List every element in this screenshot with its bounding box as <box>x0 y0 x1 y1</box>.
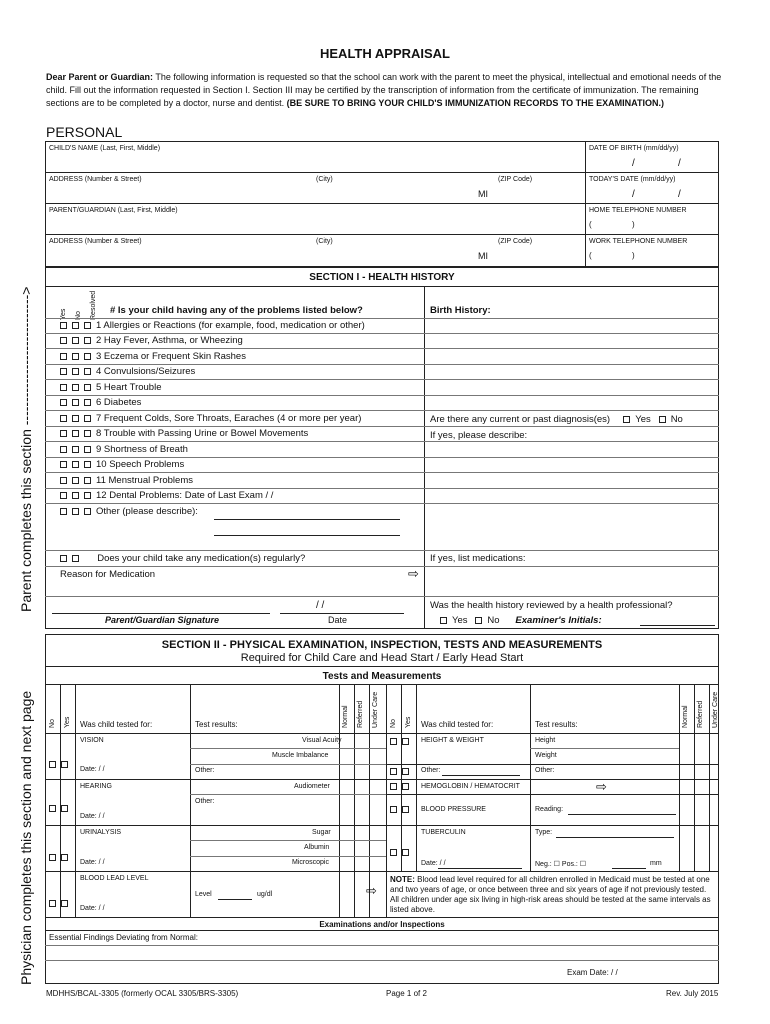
checkbox-no[interactable] <box>72 461 79 468</box>
problem-label: 6 Diabetes <box>96 397 142 408</box>
checkbox-resolved[interactable] <box>84 415 91 422</box>
checkbox-no[interactable] <box>72 415 79 422</box>
col-normal-right: Normal <box>682 705 689 728</box>
if-yes-describe: If yes, please describe: <box>430 430 528 441</box>
tuberculin-label: TUBERCULIN <box>421 829 466 836</box>
checkbox-resolved[interactable] <box>84 492 91 499</box>
checkbox-yes[interactable] <box>60 322 67 329</box>
medication-yes-checkbox[interactable] <box>60 555 67 562</box>
section2-subheading: Required for Child Care and Head Start / Early Head Start <box>240 652 524 664</box>
hw-yes-checkbox[interactable] <box>402 738 409 745</box>
urinalysis-yes-checkbox[interactable] <box>61 854 68 861</box>
hearing-other-label: Other: <box>195 798 215 805</box>
reviewed-yes-label: Yes <box>452 615 468 626</box>
urinalysis-no-checkbox[interactable] <box>49 854 56 861</box>
intro-paragraph <box>46 71 726 110</box>
checkbox-resolved[interactable] <box>84 430 91 437</box>
page-number: Page 1 of 2 <box>386 989 427 998</box>
vision-checkboxes <box>49 756 73 774</box>
checkbox-no[interactable] <box>72 446 79 453</box>
exam-date-label: Exam Date: / / <box>567 968 618 977</box>
exams-heading: Examinations and/or Inspections <box>319 920 445 929</box>
reason-for-medication: Reason for Medication <box>60 569 156 580</box>
blood-lead-note <box>390 875 716 915</box>
problem-row <box>60 335 243 346</box>
hemoglobin-no-checkbox[interactable] <box>390 783 397 790</box>
hearing-label: HEARING <box>80 783 112 790</box>
col-yes: Yes <box>60 308 67 320</box>
zip-label: (ZIP Code) <box>498 176 533 183</box>
reviewed-question: Was the health history reviewed by a health professional? <box>430 600 673 611</box>
col-no: No <box>75 311 82 320</box>
hw-checkboxes <box>390 738 414 745</box>
checkbox-yes[interactable] <box>60 461 67 468</box>
col-referred: Referred <box>357 700 364 728</box>
problem-label: Other (please describe): <box>96 506 198 517</box>
arrow-right-icon: ⇨ <box>408 566 419 581</box>
signature-date-slashes: / / <box>316 600 325 611</box>
problem-row <box>60 475 193 486</box>
problem-label: 1 Allergies or Reactions (for example, food, medication or other) <box>96 320 365 331</box>
hearing-yes-checkbox[interactable] <box>61 805 68 812</box>
personal-heading: PERSONAL <box>46 124 123 140</box>
dob-label: DATE OF BIRTH (mm/dd/yy) <box>589 145 679 152</box>
problem-label: 9 Shortness of Breath <box>96 444 188 455</box>
arrow-right-icon: ⇨ <box>366 883 377 898</box>
weight-label: Weight <box>535 752 557 759</box>
city-label: (City) <box>316 176 333 183</box>
diagnosis-no-label: No <box>670 414 683 425</box>
checkbox-yes[interactable] <box>60 353 67 360</box>
checkbox-no[interactable] <box>72 477 79 484</box>
intro-bold: (BE SURE TO BRING YOUR CHILD'S IMMUNIZATION RECORDS TO THE EXAMINATION.) <box>286 98 664 108</box>
hearing-no-checkbox[interactable] <box>49 805 56 812</box>
intro-lead: Dear Parent or Guardian: <box>46 72 154 82</box>
checkbox-resolved[interactable] <box>84 477 91 484</box>
checkbox-no[interactable] <box>72 430 79 437</box>
problem-row <box>60 490 273 501</box>
reviewed-yes-checkbox[interactable] <box>440 617 447 624</box>
if-yes-list: If yes, list medications: <box>430 553 526 564</box>
checkbox-yes[interactable] <box>60 508 67 515</box>
problem-label: 12 Dental Problems: Date of Last Exam / / <box>96 490 274 501</box>
ugdl-label: ug/dl <box>257 891 273 898</box>
checkbox-yes[interactable] <box>60 384 67 391</box>
urinalysis-checkboxes <box>49 849 73 867</box>
problem-label: 2 Hay Fever, Asthma, or Wheezing <box>96 335 243 346</box>
note-body: Blood lead level required for all children enrolled in Medicaid must be tested at one and two years of age, or once between three and six years of age if not previously tested. All children under age six living in high-risk areas should be tested at the same intervals as listed above. <box>390 875 711 914</box>
diagnosis-yes-label: Yes <box>635 414 651 425</box>
col-results: Test results: <box>195 720 238 729</box>
col-tested-right: Was child tested for: <box>421 720 494 729</box>
blood-lead-label: BLOOD LEAD LEVEL <box>80 875 149 882</box>
height-label: Height <box>535 737 556 744</box>
vision-yes-checkbox[interactable] <box>61 761 68 768</box>
problem-label: 10 Speech Problems <box>96 459 185 470</box>
blood-lead-no-checkbox[interactable] <box>49 900 56 907</box>
vision-no-checkbox[interactable] <box>49 761 56 768</box>
problem-row <box>60 506 198 517</box>
urinalysis-label: URINALYSIS <box>80 829 122 836</box>
problem-row <box>60 397 141 408</box>
medication-no-checkbox[interactable] <box>72 555 79 562</box>
col-no: No <box>49 719 56 728</box>
checkbox-yes[interactable] <box>60 430 67 437</box>
hemoglobin-yes-checkbox[interactable] <box>402 783 409 790</box>
home-phone-paren-open: ( <box>589 220 592 229</box>
signature-date-label: Date <box>328 615 348 625</box>
problem-row <box>60 428 308 439</box>
checkbox-yes[interactable] <box>60 477 67 484</box>
birth-history-label: Birth History: <box>430 305 491 316</box>
problem-label: 8 Trouble with Passing Urine or Bowel Movements <box>96 428 309 439</box>
col-resolved: Resolved <box>90 290 97 320</box>
parent-signature-label: Parent/Guardian Signature <box>105 615 220 625</box>
checkbox-no[interactable] <box>72 508 79 515</box>
hemoglobin-checkboxes <box>390 783 414 790</box>
bp-yes-checkbox[interactable] <box>402 806 409 813</box>
col-yes-right: Yes <box>405 716 412 728</box>
neg-pos: Neg.: ☐ Pos.: ☐ <box>535 861 587 868</box>
other-checkboxes <box>390 768 414 775</box>
diagnosis-no-checkbox[interactable] <box>659 416 666 423</box>
reviewed-options <box>440 615 602 626</box>
reviewed-no-checkbox[interactable] <box>475 617 482 624</box>
checkbox-resolved[interactable] <box>84 368 91 375</box>
vision-date: Date: / / <box>80 766 105 773</box>
other-result-label: Other: <box>535 767 555 774</box>
page-title: HEALTH APPRAISAL <box>320 46 450 61</box>
hw-no-checkbox[interactable] <box>390 738 397 745</box>
urinalysis-date: Date: / / <box>80 859 105 866</box>
diagnosis-yes-checkbox[interactable] <box>623 416 630 423</box>
checkbox-no[interactable] <box>72 492 79 499</box>
checkbox-resolved[interactable] <box>84 446 91 453</box>
hearing-date: Date: / / <box>80 813 105 820</box>
problem-row <box>60 459 184 470</box>
problem-label: 4 Convulsions/Seizures <box>96 366 196 377</box>
child-name-field[interactable] <box>49 154 579 170</box>
checkbox-no[interactable] <box>72 368 79 375</box>
checkbox-yes[interactable] <box>60 399 67 406</box>
other-test-label: Other: <box>421 767 441 774</box>
checkbox-yes[interactable] <box>60 446 67 453</box>
checkbox-yes[interactable] <box>60 492 67 499</box>
work-phone-label: WORK TELEPHONE NUMBER <box>589 238 688 245</box>
tb-date: Date: / / <box>421 860 446 867</box>
checkbox-resolved[interactable] <box>84 399 91 406</box>
medication-label: Does your child take any medication(s) regularly? <box>97 553 306 564</box>
section1-heading: SECTION I - HEALTH HISTORY <box>309 272 455 283</box>
dob-slash-1: / <box>632 158 635 169</box>
blood-lead-date: Date: / / <box>80 905 105 912</box>
problem-row <box>60 366 195 377</box>
problem-label: 11 Menstrual Problems <box>96 475 193 486</box>
address-label: ADDRESS (Number & Street) <box>49 176 142 183</box>
other-no-checkbox[interactable] <box>390 768 397 775</box>
state2-mi: MI <box>478 251 488 261</box>
checkbox-resolved[interactable] <box>84 508 91 515</box>
blood-lead-checkboxes <box>49 895 73 913</box>
tb-yes-checkbox[interactable] <box>402 849 409 856</box>
side-label-parent: Parent completes this section ----------------------------> <box>18 286 34 612</box>
checkbox-yes[interactable] <box>60 368 67 375</box>
other-yes-checkbox[interactable] <box>402 768 409 775</box>
hemoglobin-label: HEMOGLOBIN / HEMATOCRIT <box>421 783 520 790</box>
problem-row <box>60 444 188 455</box>
diagnosis-label: Are there any current or past diagnosis(es) <box>430 414 611 425</box>
work-phone-paren-open: ( <box>589 251 592 260</box>
checkbox-resolved[interactable] <box>84 353 91 360</box>
sugar-label: Sugar <box>312 829 331 836</box>
problems-question: # Is your child having any of the problems listed below? <box>110 305 363 316</box>
dob-slash-2: / <box>678 158 681 169</box>
medication-question <box>60 553 305 564</box>
address2-label: ADDRESS (Number & Street) <box>49 238 142 245</box>
checkbox-resolved[interactable] <box>84 337 91 344</box>
checkbox-resolved[interactable] <box>84 322 91 329</box>
checkbox-resolved[interactable] <box>84 461 91 468</box>
col-results-right: Test results: <box>535 720 578 729</box>
vision-other-label: Other: <box>195 767 215 774</box>
type-label: Type: <box>535 829 553 836</box>
col-under-care: Under Care <box>372 691 379 728</box>
parent-name-label: PARENT/GUARDIAN (Last, First, Middle) <box>49 207 178 214</box>
child-name-label: CHILD'S NAME (Last, First, Middle) <box>49 145 161 152</box>
diagnosis-question <box>430 414 683 425</box>
vision-label: VISION <box>80 737 104 744</box>
checkbox-no[interactable] <box>72 337 79 344</box>
today-slash-2: / <box>678 189 681 200</box>
problem-row <box>60 382 161 393</box>
reading-label: Reading: <box>535 806 564 813</box>
height-weight-label: HEIGHT & WEIGHT <box>421 737 484 744</box>
col-tested: Was child tested for: <box>80 720 153 729</box>
city2-label: (City) <box>316 238 333 245</box>
checkbox-yes[interactable] <box>60 337 67 344</box>
checkbox-no[interactable] <box>72 353 79 360</box>
state-mi: MI <box>478 189 488 199</box>
intro-body: The following information is requested so that the school can work with the parent to meet the physical, intellectual and emotional needs of the child. Fill out the information requested in Section I. Section III may be certified by the transcription of information from the certificate of immunization. The remaining sections are to be completed by a doctor, nurse and dentist. <box>46 72 722 108</box>
col-under-care-right: Under Care <box>712 691 719 728</box>
examiner-initials-label: Examiner's Initials: <box>515 615 602 626</box>
problem-label: 7 Frequent Colds, Sore Throats, Earaches (4 or more per year) <box>96 413 362 424</box>
problem-row <box>60 320 365 331</box>
visual-acuity-label: Visual Acuity <box>302 737 342 744</box>
tests-heading: Tests and Measurements <box>322 671 442 682</box>
level-label: Level <box>195 891 212 898</box>
problem-row <box>60 351 246 362</box>
checkbox-no[interactable] <box>72 399 79 406</box>
home-phone-paren-close: ) <box>632 220 635 229</box>
tb-no-checkbox[interactable] <box>390 849 397 856</box>
problem-label: 5 Heart Trouble <box>96 382 162 393</box>
problem-row <box>60 413 361 424</box>
col-referred-right: Referred <box>697 700 704 728</box>
home-phone-label: HOME TELEPHONE NUMBER <box>589 207 687 214</box>
today-slash-1: / <box>632 189 635 200</box>
revision-date: Rev. July 2015 <box>666 989 719 998</box>
section2-heading: SECTION II - PHYSICAL EXAMINATION, INSPECTION, TESTS AND MEASUREMENTS <box>161 639 603 651</box>
checkbox-no[interactable] <box>72 384 79 391</box>
col-no-right: No <box>390 719 397 728</box>
form-id: MDHHS/BCAL-3305 (formerly OCAL 3305/BRS-3305) <box>46 989 239 998</box>
blood-pressure-label: BLOOD PRESSURE <box>421 806 486 813</box>
checkbox-resolved[interactable] <box>84 384 91 391</box>
albumin-label: Albumin <box>304 844 330 851</box>
col-yes: Yes <box>64 716 71 728</box>
col-normal: Normal <box>342 705 349 728</box>
arrow-right-icon: ⇨ <box>596 779 607 794</box>
note-lead: NOTE: <box>390 875 415 884</box>
bp-no-checkbox[interactable] <box>390 806 397 813</box>
audiometer-label: Audiometer <box>294 783 330 790</box>
reviewed-no-label: No <box>487 615 500 626</box>
essential-findings-label: Essential Findings Deviating from Normal: <box>49 933 198 942</box>
muscle-imbalance-label: Muscle Imbalance <box>272 752 329 759</box>
zip2-label: (ZIP Code) <box>498 238 533 245</box>
work-phone-paren-close: ) <box>632 251 635 260</box>
microscopic-label: Microscopic <box>292 859 329 866</box>
checkbox-yes[interactable] <box>60 415 67 422</box>
todays-date-label: TODAY'S DATE (mm/dd/yy) <box>589 176 676 183</box>
mm-label: mm <box>650 860 662 867</box>
section2-box <box>45 634 719 984</box>
blood-lead-yes-checkbox[interactable] <box>61 900 68 907</box>
bp-checkboxes <box>390 806 414 813</box>
hearing-checkboxes <box>49 800 73 818</box>
problem-label: 3 Eczema or Frequent Skin Rashes <box>96 351 246 362</box>
checkbox-no[interactable] <box>72 322 79 329</box>
side-label-physician: Physician completes this section and next page <box>18 690 34 985</box>
tb-checkboxes <box>390 849 414 856</box>
